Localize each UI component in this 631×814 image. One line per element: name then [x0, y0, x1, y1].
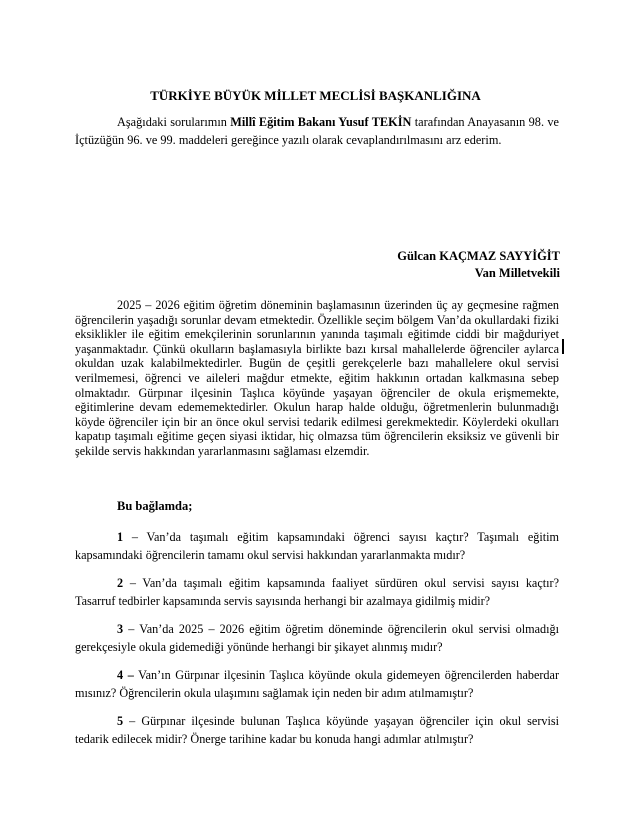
question-number: 1: [117, 530, 124, 544]
intro-text-before: Aşağıdaki sorularımın: [117, 115, 231, 129]
signature-block: [397, 248, 560, 282]
question-number: 5: [117, 714, 124, 728]
minister-name: Millî Eğitim Bakanı Yusuf TEKİN: [230, 115, 412, 129]
question-number: 2: [117, 576, 124, 590]
document-title: TÜRKİYE BÜYÜK MİLLET MECLİSİ BAŞKANLIĞINA: [150, 88, 481, 103]
question-number: 3: [117, 622, 124, 636]
question-item: [75, 667, 559, 702]
question-item: [75, 621, 559, 656]
intro-text-after: tarafından Anayasanın 98. ve İçtüzüğün 96. ve 99. maddeleri gereğince yazılı olarak cevaplandırılmasını arz ederim.: [75, 115, 560, 147]
intro-paragraph: [75, 113, 559, 149]
signer-name: Gülcan KAÇMAZ SAYYİĞİT: [397, 249, 560, 263]
text-cursor: [562, 339, 564, 354]
signer-role: Van Milletvekili: [474, 266, 560, 280]
body-paragraph: 2025 – 2026 eğitim öğretim döneminin başlamasının üzerinden üç ay geçmesine rağmen öğrencilerin yaşadığı sorunlar devam etmektedir. Özellikle seçim bölgem Van’da okullardaki fiziki eksiklikler ile eğitim emekçilerinin sorunlarının yanında taşımalı eğitimde ciddi bir mağduriyet yaşanmaktadır. Çünkü okulların başlamasıyla birlikte bazı kırsal mahallelerde öğrenciler aylarca okuldan uzak kalabilmektedirler. Bugün de çeşitli gerekçelerle bazı mahallelere okul servisi verilmemesi, öğrenci ve aileleri mağdur etmekte, eğitim hakkının ortadan kalkmasına sebep olmaktadır. Gürpınar ilçesinin Taşlıca köyünde yaşayan öğrenciler de okula erişmemekte, eğitimlerine devam edememektedirler. Okulun harap halde olduğu, öğretmenlerin bulunmadığı köyde öğrenciler için bir an önce okul servisi tedarik edilmesi gerekmektedir. Köylerdeki okulları kapatıp taşımalı eğitime geçen siyasi iktidar, hiç olmazsa tüm öğrencilerin eksiksiz ve güvenli bir şekilde servis hakkından yararlanmasını sağlaması elzemdir.: [75, 298, 559, 458]
question-text: Van’ın Gürpınar ilçesinin Taşlıca köyünde okula gidemeyen öğrencilerden haberdar mısınız? Öğrencilerin okula ulaşımını sağlamak için neden bir adım atılmamıştır?: [75, 668, 559, 700]
question-text: – Van’da taşımalı eğitim kapsamında faaliyet sürdüren okul servisi sayısı kaçtır? Tasarruf tedbirler kapsamında servis sayısında herhangi bir azalmaya gidilmiş midir?: [75, 576, 559, 608]
question-text: – Van’da taşımalı eğitim kapsamındaki öğrenci sayısı kaçtır? Taşımalı eğitim kapsamındaki öğrencilerin tamamı okul servisi hakkından yararlanmakta mıdır?: [75, 530, 559, 562]
question-number: 4 –: [117, 668, 134, 682]
questions-heading: Bu bağlamda;: [117, 499, 193, 513]
question-text: – Gürpınar ilçesinde bulunan Taşlıca köyünde yaşayan öğrenciler için okul servisi tedarik edilecek midir? Önerge tarihine kadar bu konuda hangi adımlar atılmıştır?: [75, 714, 559, 746]
question-item: [75, 713, 559, 748]
question-item: [75, 575, 559, 610]
question-item: [75, 529, 559, 564]
question-text: – Van’da 2025 – 2026 eğitim öğretim döneminde öğrencilerin okul servisi olmadığı gerekçesiyle okula gidemediği yönünde herhangi bir şikayet alınmış mıdır?: [75, 622, 559, 654]
